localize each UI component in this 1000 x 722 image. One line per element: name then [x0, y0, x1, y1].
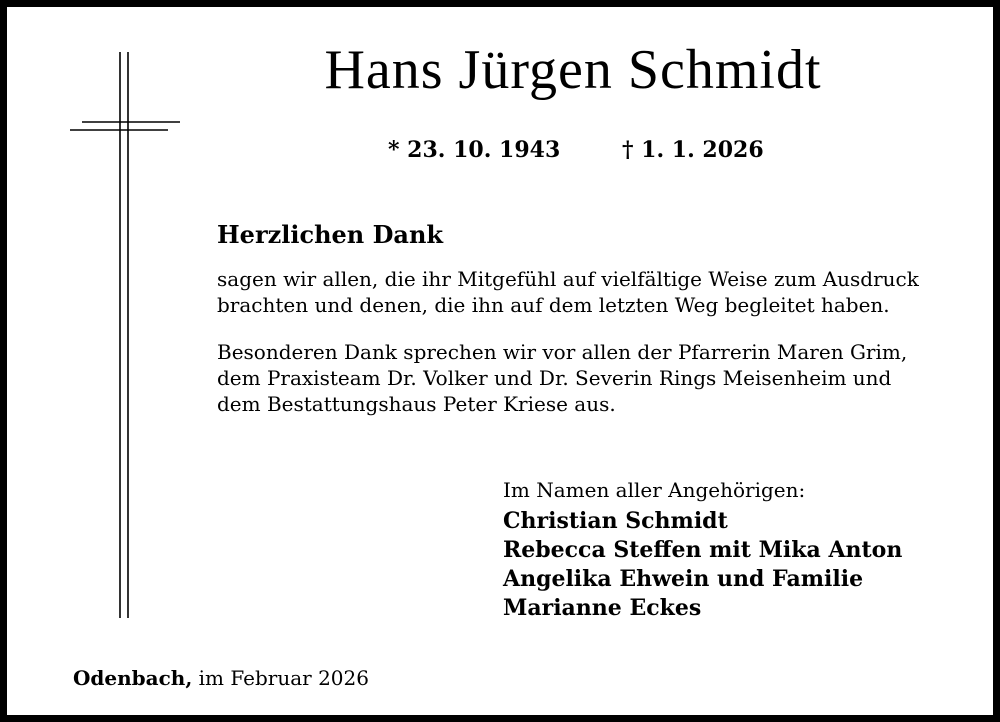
cross-icon [70, 52, 182, 618]
death-date: † 1. 1. 2026 [622, 137, 764, 163]
thanks-paragraph [217, 266, 919, 318]
special-thanks-paragraph [217, 339, 907, 417]
birth-date: * 23. 10. 1943 [388, 137, 561, 163]
thanks-paragraph-line: brachten und denen, die ihn auf dem letzten Weg begleitet haben. [217, 293, 890, 317]
signer-name: Christian Schmidt [503, 508, 728, 534]
signers-list [503, 507, 902, 623]
signer-name: Marianne Eckes [503, 595, 702, 621]
deceased-name: Hans Jürgen Schmidt [324, 39, 822, 101]
footer-date: im Februar 2026 [198, 666, 369, 690]
signer-name: Angelika Ehwein und Familie [503, 566, 864, 592]
thanks-heading: Herzlichen Dank [217, 220, 444, 249]
special-thanks-line: dem Praxisteam Dr. Volker und Dr. Severin Rings Meisenheim und [217, 366, 892, 390]
special-thanks-line: dem Bestattungshaus Peter Kriese aus. [217, 392, 616, 416]
thanks-paragraph-line: sagen wir allen, die ihr Mitgefühl auf vielfältige Weise zum Ausdruck [217, 267, 919, 291]
signoff-text: Im Namen aller Angehörigen: [503, 478, 806, 502]
signer-name: Rebecca Steffen mit Mika Anton [503, 537, 903, 563]
special-thanks-line: Besonderen Dank sprechen wir vor allen der Pfarrerin Maren Grim, [217, 340, 908, 364]
place-date-line [73, 666, 369, 690]
place-name: Odenbach, [73, 666, 193, 690]
